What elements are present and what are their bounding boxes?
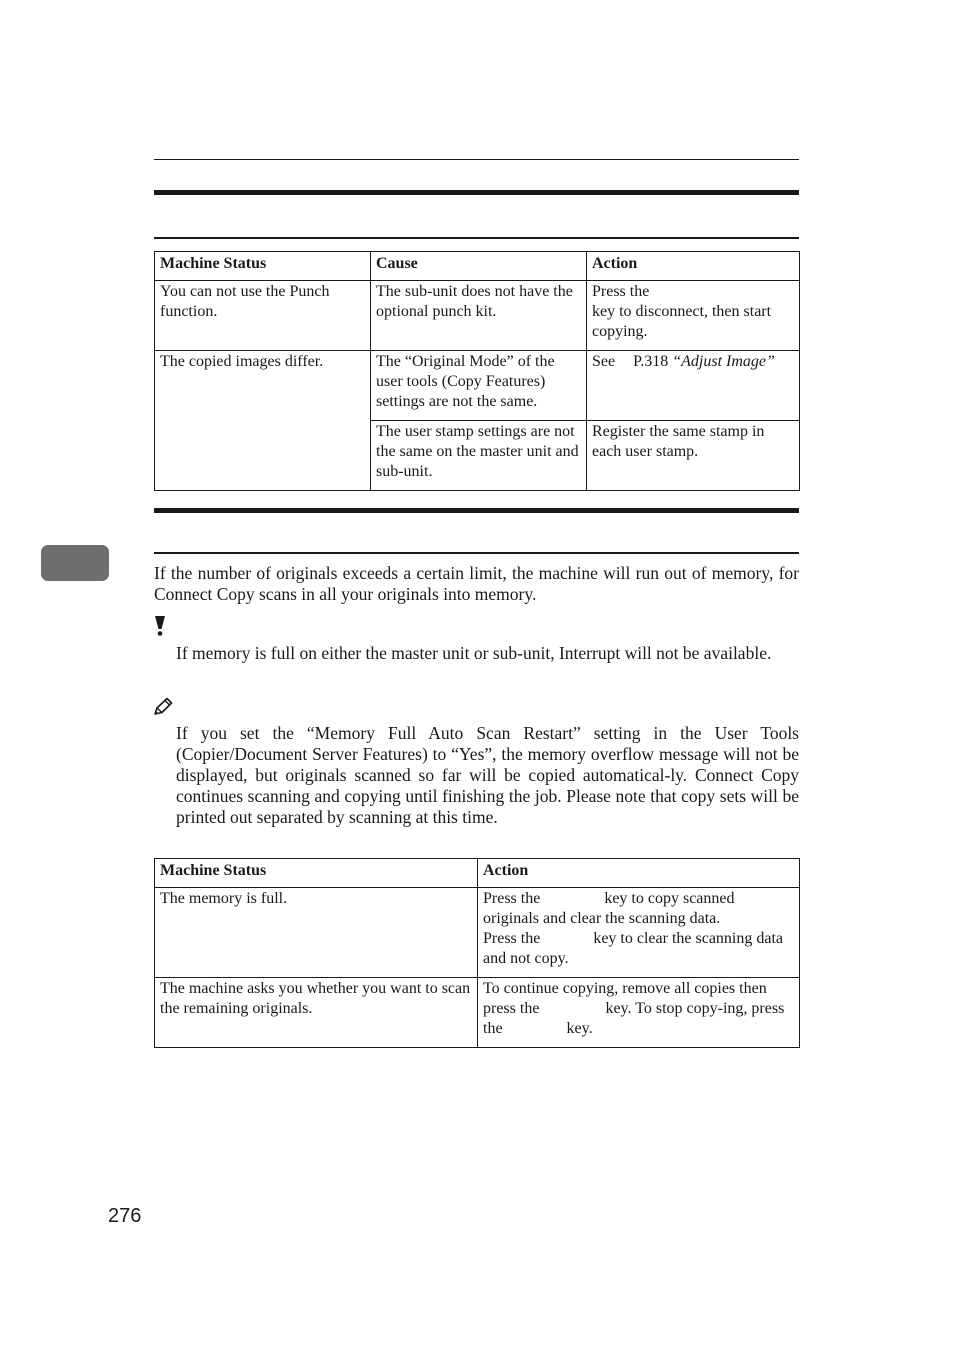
memory-full-table: [154, 858, 800, 1048]
important-exclamation-icon: [153, 615, 167, 642]
status-cell: You can not use the Punch function.: [155, 281, 371, 351]
action-text: Press the: [483, 930, 541, 947]
page-number: 276: [108, 1205, 142, 1227]
see-label: See: [592, 353, 616, 370]
page-reference[interactable]: P.318: [633, 353, 669, 370]
table-header-row: [155, 252, 800, 281]
action-cell: [587, 281, 800, 351]
status-cell: The copied images differ.: [155, 351, 371, 491]
reference-title[interactable]: “Adjust Image”: [672, 353, 775, 370]
column-header: Action: [478, 859, 800, 888]
punch-troubleshooting-table: [154, 251, 800, 491]
note-pencil-icon: [153, 697, 173, 722]
column-header: Machine Status: [155, 859, 478, 888]
important-text: If memory is full on either the master unit or sub-unit, Interrupt will not be available.: [176, 643, 772, 663]
header-rule: [154, 159, 799, 160]
status-cell: The memory is full.: [155, 888, 478, 978]
column-header: Action: [587, 252, 800, 281]
action-cell: Register the same stamp in each user stamp.: [587, 421, 800, 491]
subsection-rule: [154, 237, 799, 239]
action-text: Press the: [483, 890, 541, 907]
table-header-row: [155, 859, 800, 888]
subsection-rule: [154, 552, 799, 554]
column-header: Cause: [371, 252, 587, 281]
table-row: [155, 978, 800, 1048]
action-cell: [478, 888, 800, 978]
body-paragraph: If the number of originals exceeds a certain limit, the machine will run out of memory, for Connect Copy scans in all your originals into memory.: [154, 563, 799, 604]
action-text: key.: [566, 1020, 593, 1037]
column-header: Machine Status: [155, 252, 371, 281]
table-row: [155, 281, 800, 351]
action-text: Press the: [592, 283, 650, 300]
section-rule-thick: [154, 508, 799, 513]
action-text: key to clear the scanning data and not copy.: [483, 930, 784, 967]
action-cell: [478, 978, 800, 1048]
action-text: To continue copying, remove all copies then press the: [483, 980, 767, 1017]
action-text: key to copy scanned originals and clear the scanning data.: [483, 890, 735, 927]
action-cell: [587, 351, 800, 421]
table-row: [155, 351, 800, 421]
action-text: key to disconnect, then start copying.: [592, 303, 772, 340]
cause-cell: The sub-unit does not have the optional punch kit.: [371, 281, 587, 351]
chapter-thumb-tab: [41, 545, 109, 581]
note-text: If you set the “Memory Full Auto Scan Restart” setting in the User Tools (Copier/Document Server Features) to “Yes”, the memory overflow message will not be displayed, but originals scanned so far will be copied automatical-ly. Connect Copy continues scanning and copying until finishing the job. Please note that copy sets will be printed out separated by scanning at this time.: [176, 723, 799, 827]
table-row: [155, 888, 800, 978]
section-rule-thick: [154, 190, 799, 195]
cause-cell: The “Original Mode” of the user tools (Copy Features) settings are not the same.: [371, 351, 587, 421]
action-text: key. To stop copy-ing, press the: [483, 1000, 785, 1037]
status-cell: The machine asks you whether you want to scan the remaining originals.: [155, 978, 478, 1048]
cause-cell: The user stamp settings are not the same on the master unit and sub-unit.: [371, 421, 587, 491]
